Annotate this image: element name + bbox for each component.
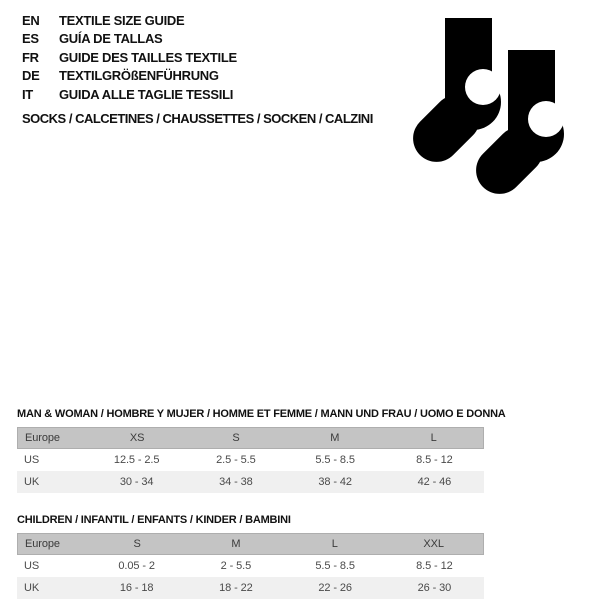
column-header-xs: XS (129, 432, 145, 444)
cell-value: 38 - 42 (318, 476, 352, 488)
cell-value: 34 - 38 (219, 476, 253, 488)
cell-value: 2.5 - 5.5 (216, 454, 256, 466)
table-title: MAN & WOMAN / HOMBRE Y MUJER / HOMME ET FEMME / MANN UND FRAU / UOMO E DONNA (17, 408, 506, 420)
table-row-us (17, 555, 484, 577)
column-header-europe: Europe (25, 432, 60, 444)
language-label: GUÍA DE TALLAS (59, 31, 163, 47)
size-table-adults (17, 408, 506, 493)
language-row-fr (22, 48, 237, 67)
table-row-uk (17, 577, 484, 599)
column-header-s: S (232, 432, 240, 444)
cell-value: 5.5 - 8.5 (315, 560, 355, 572)
column-header-s: S (133, 538, 141, 550)
row-label: US (24, 454, 40, 466)
row-label: UK (24, 582, 40, 594)
table-title: CHILDREN / INFANTIL / ENFANTS / KINDER / BAMBINI (17, 514, 291, 526)
language-label: TEXTILGRÖßENFÜHRUNG (59, 68, 219, 84)
socks-icon (380, 0, 580, 200)
cell-value: 8.5 - 12 (416, 560, 453, 572)
language-code: DE (22, 68, 40, 84)
cell-value: 0.05 - 2 (118, 560, 155, 572)
column-header-m: M (231, 538, 241, 550)
table-header-row (17, 427, 484, 449)
cell-value: 42 - 46 (417, 476, 452, 488)
table-row-us (17, 449, 484, 471)
language-code: ES (22, 31, 39, 47)
cell-value: 16 - 18 (119, 582, 154, 594)
column-header-l: L (430, 432, 437, 444)
language-row-de (22, 67, 237, 86)
category-heading: SOCKS / CALCETINES / CHAUSSETTES / SOCKEN / CALZINI (22, 111, 373, 126)
language-label: TEXTILE SIZE GUIDE (59, 12, 185, 28)
language-row-it (22, 85, 237, 104)
language-label: GUIDE DES TAILLES TEXTILE (59, 49, 237, 65)
table-header-row (17, 533, 484, 555)
cell-value: 26 - 30 (417, 582, 452, 594)
column-header-xxl: XXL (423, 538, 444, 550)
cell-value: 2 - 5.5 (220, 560, 252, 572)
language-code: EN (22, 12, 40, 28)
language-row-en (22, 11, 237, 30)
column-header-europe: Europe (25, 538, 60, 550)
cell-value: 18 - 22 (219, 582, 253, 594)
cell-value: 30 - 34 (119, 476, 154, 488)
language-list (22, 11, 237, 104)
cell-value: 5.5 - 8.5 (315, 454, 355, 466)
language-label: GUIDA ALLE TAGLIE TESSILI (59, 86, 234, 102)
row-label: US (24, 560, 40, 572)
table-row-uk (17, 471, 484, 493)
cell-value: 8.5 - 12 (416, 454, 453, 466)
size-table-children (17, 514, 484, 599)
cell-value: 12.5 - 2.5 (113, 454, 160, 466)
column-header-l: L (331, 538, 338, 550)
language-row-es (22, 30, 237, 49)
language-code: FR (22, 49, 39, 65)
row-label: UK (24, 476, 40, 488)
cell-value: 22 - 26 (318, 582, 352, 594)
language-code: IT (22, 86, 33, 102)
column-header-m: M (330, 432, 340, 444)
